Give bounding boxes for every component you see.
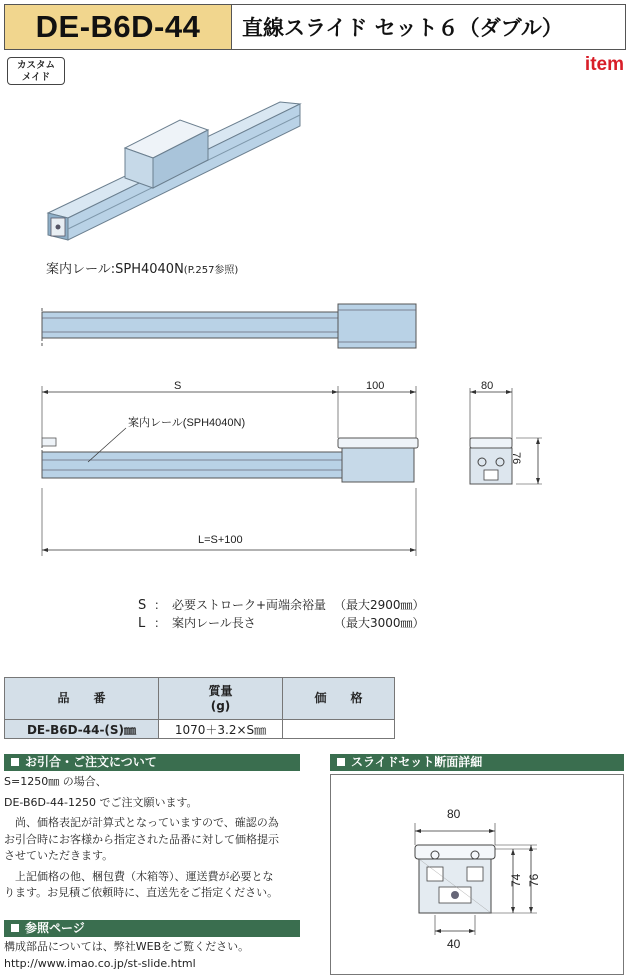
cell-part-number: DE-B6D-44-(S)㎜ [5, 720, 159, 739]
custom-made-badge [7, 57, 65, 85]
square-bullet-icon [11, 758, 19, 766]
detail-dim-76: 76 [527, 873, 541, 887]
side-dim-height: 76 [510, 452, 522, 465]
brand-logo: item [584, 54, 624, 75]
product-title: 直線スライド セット６（ダブル） [232, 4, 626, 50]
square-bullet-icon [11, 924, 19, 932]
col-price: 価 格 [283, 678, 395, 720]
legend-l-sep: ： [154, 616, 167, 630]
spec-table [4, 677, 395, 739]
col-mass-label: 質量 [208, 683, 233, 698]
dim-s-label: S [174, 380, 182, 392]
reference-section-title [4, 920, 300, 937]
cross-section-drawing [331, 775, 623, 974]
spec-table-header [5, 678, 395, 720]
legend-s [138, 596, 425, 613]
order-line: 尚、価格表記が計算式となっていますので、確認の為 [4, 816, 279, 829]
col-mass-unit: (g) [210, 698, 231, 713]
order-section [4, 754, 300, 902]
legend-s-max: （最大2900㎜） [334, 598, 425, 612]
detail-dim-80: 80 [447, 807, 461, 821]
guide-rail-caption [46, 258, 238, 277]
detail-dim-40: 40 [447, 937, 461, 951]
table-row [5, 720, 395, 739]
order-line: DE-B6D-44-1250 でご注文願います。 [4, 795, 198, 809]
badge-line-1: カスタム [16, 60, 55, 71]
order-section-title [4, 754, 300, 771]
detail-dim-74: 74 [509, 873, 523, 887]
legend-s-sep: ： [154, 598, 167, 612]
order-line: お引合時にお客様から指定された品番に対して価格提示 [4, 832, 279, 846]
legend-s-symbol: S [138, 598, 147, 613]
col-mass [159, 678, 283, 720]
legend-l-symbol: L [138, 616, 146, 631]
dim-block-length: 100 [366, 380, 385, 392]
side-dim-width: 80 [481, 380, 494, 392]
order-line: ります。お見積ご依頼時に、直送先をご指定ください。 [4, 886, 279, 899]
section-detail-box [330, 774, 624, 975]
front-view-drawing [36, 380, 426, 560]
isometric-illustration [40, 90, 340, 250]
product-code: DE-B6D-44 [4, 4, 232, 50]
rail-callout: 案内レール(SPH4040N) [128, 417, 246, 429]
order-line: 上記価格の他、梱包費（木箱等）、運送費が必要とな [4, 869, 274, 883]
side-view-drawing [462, 384, 548, 494]
order-text [4, 774, 300, 902]
cell-price [283, 720, 395, 739]
reference-section [4, 920, 300, 972]
dim-total-length: L=S+100 [198, 534, 243, 546]
guide-rail-name: 案内レール:SPH4040N [46, 262, 184, 277]
order-line: させていただきます。 [4, 849, 114, 862]
reference-line: 構成部品については、弊社WEBをご覧ください。 [4, 940, 250, 953]
reference-url-link[interactable]: http://www.imao.co.jp/st-slide.html [4, 956, 196, 970]
section-detail-title [330, 754, 624, 771]
section-detail-title-text: スライドセット断面詳細 [351, 755, 483, 769]
badge-line-2: メイド [21, 71, 51, 83]
cell-mass: 1070＋3.2×S㎜ [159, 720, 283, 739]
col-part-number: 品 番 [5, 678, 159, 720]
legend-l [138, 614, 425, 631]
square-bullet-icon [337, 758, 345, 766]
legend-s-desc: 必要ストローク+両端余裕量 [172, 598, 327, 612]
reference-text [4, 939, 300, 972]
reference-title-text: 参照ページ [25, 921, 85, 935]
legend-l-max: （最大3000㎜） [334, 616, 425, 630]
order-title-text: お引合・ご注文について [25, 755, 157, 769]
top-view-drawing [36, 298, 426, 356]
guide-rail-page-ref: (P.257参照) [183, 265, 239, 276]
legend-l-desc: 案内レール長さ [172, 616, 256, 630]
order-line: S=1250㎜ の場合、 [4, 775, 107, 788]
